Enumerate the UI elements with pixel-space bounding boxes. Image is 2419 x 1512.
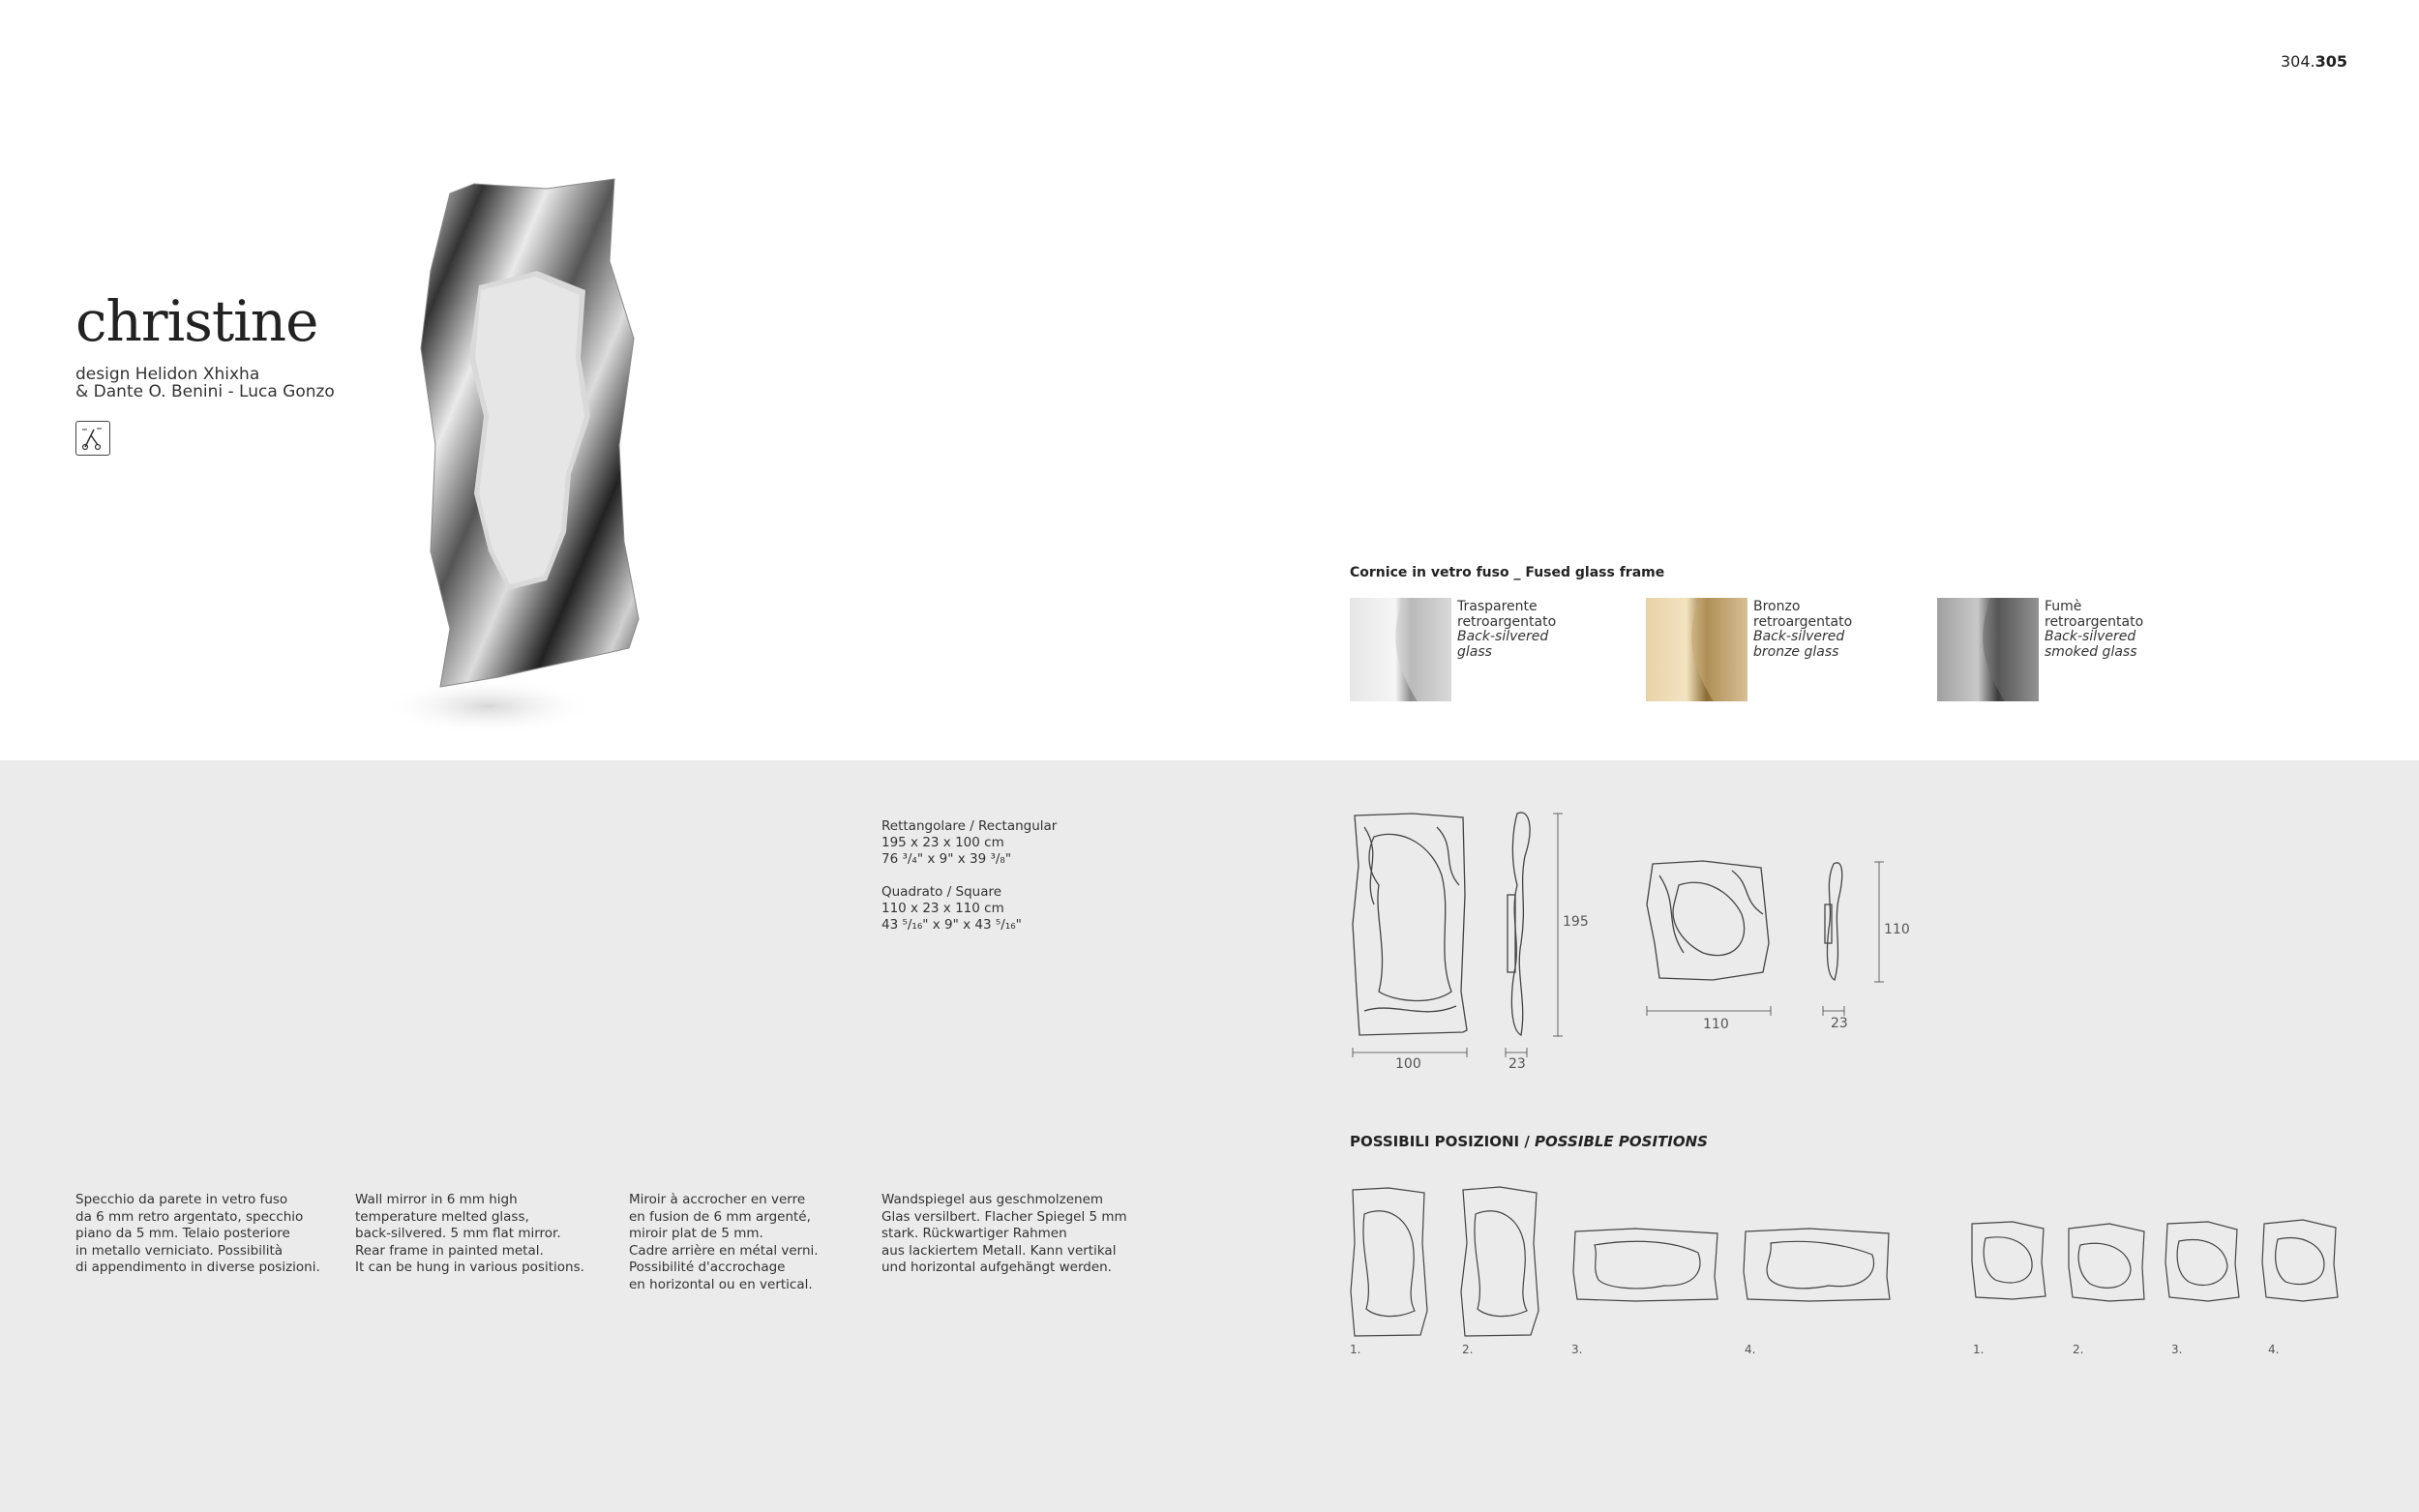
product-title: christine <box>75 288 318 354</box>
square-depth-label: 23 <box>1831 1016 1848 1031</box>
rect-depth-label: 23 <box>1508 1056 1526 1072</box>
finish-image <box>1937 598 2039 701</box>
description-german: Wandspiegel aus geschmolzenem Glas versilbert. Flacher Spiegel 5 mm stark. Rückwartiger Rahmen aus lackiertem Metall. Kann vertikal und horizontal aufgehängt werden. <box>881 1192 1127 1275</box>
mirror-photo <box>373 126 769 755</box>
description-english: Wall mirror in 6 mm high temperature melted glass, back-silvered. 5 mm flat mirror. Rear frame in painted metal. It can be hung in various positions. <box>355 1192 584 1275</box>
position-label-square-1: 1. <box>1973 1343 1985 1356</box>
square-height-label: 110 <box>1884 922 1910 937</box>
designer-credit: design Helidon Xhixha & Dante O. Benini - Luca Gonzo <box>75 365 335 401</box>
position-label-rect-1: 1. <box>1350 1343 1361 1356</box>
hand-made-icon <box>75 421 110 456</box>
rect-height-label: 195 <box>1563 914 1589 930</box>
dimension-rectangular: Rettangolare / Rectangular 195 x 23 x 100 cm 76 ³/₄" x 9" x 39 ³/₈" <box>881 818 1058 867</box>
position-label-rect-3: 3. <box>1571 1343 1583 1356</box>
page-number: 304.305 <box>2280 52 2347 71</box>
position-label-square-4: 4. <box>2268 1343 2280 1356</box>
possible-positions-title: POSSIBILI POSIZIONI / POSSIBLE POSITIONS <box>1350 1133 1708 1150</box>
positions-drawing <box>1345 1185 2351 1340</box>
description-french: Miroir à accrocher en verre en fusion de 6 mm argenté, miroir plat de 5 mm. Cadre arrière en métal verni. Possibilité d'accrochage en horizontal ou en vertical. <box>629 1192 819 1292</box>
description-italian: Specchio da parete in vetro fuso da 6 mm retro argentato, specchio piano da 5 mm. Telaio posteriore in metallo verniciato. Possibilità di appendimento in diverse posizioni. <box>75 1192 320 1275</box>
position-label-square-2: 2. <box>2073 1343 2084 1356</box>
dimensions-list <box>881 818 1172 950</box>
finish-image <box>1646 598 1747 701</box>
bottom-section <box>0 760 2419 1512</box>
position-label-square-3: 3. <box>2171 1343 2183 1356</box>
position-label-rect-4: 4. <box>1745 1343 1756 1356</box>
dimension-square: Quadrato / Square 110 x 23 x 110 cm 43 ⁵/₁₆" x 9" x 43 ⁵/₁₆" <box>881 884 1022 933</box>
finishes-title: Cornice in vetro fuso _ Fused glass frame <box>1350 565 1665 580</box>
square-width-label: 110 <box>1703 1017 1729 1032</box>
technical-drawing <box>1345 808 1926 1088</box>
rect-width-label: 100 <box>1395 1056 1421 1072</box>
position-label-rect-2: 2. <box>1462 1343 1474 1356</box>
finish-image <box>1350 598 1451 701</box>
